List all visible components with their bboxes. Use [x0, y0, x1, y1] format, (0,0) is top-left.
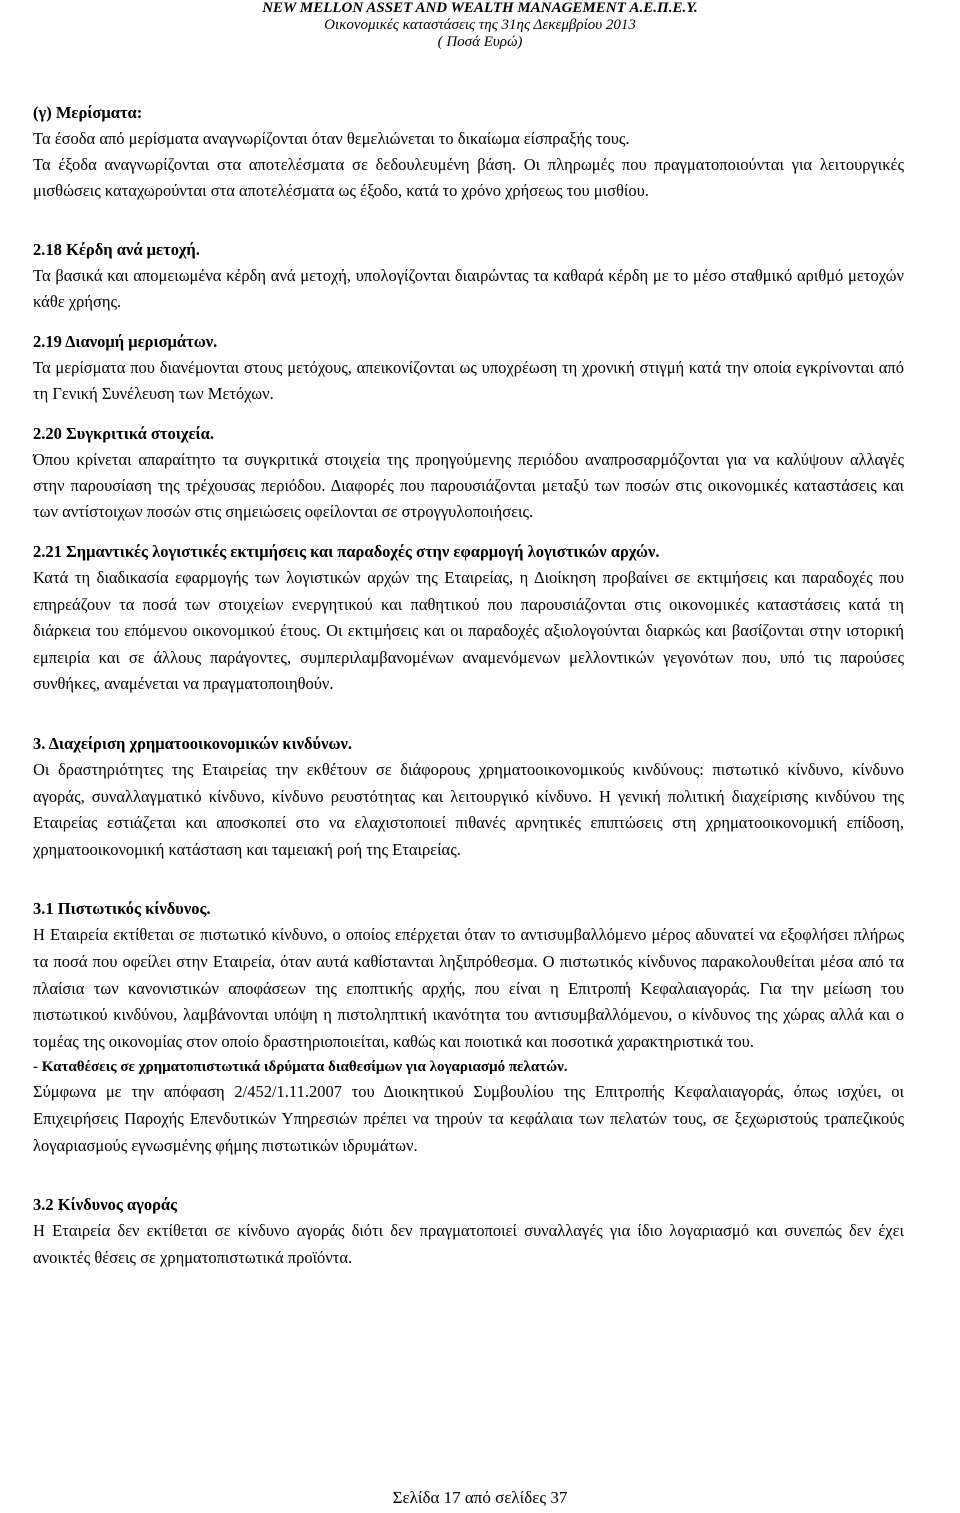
dividends-heading: (γ) Μερίσματα:: [33, 103, 143, 122]
credit-risk-heading: 3.1 Πιστωτικός κίνδυνος.: [33, 899, 211, 919]
expenses-text: Τα έξοδα αναγνωρίζονται στα αποτελέσματα σε δεδουλευμένη βάση. Οι πληρωμές που πραγματοποιούνται για λειτουργικές μισθώσεις καταχωρούνται στα αποτελέσματα ως έξοδο, κατά το χρόνο χρήσεως του μισθίου.: [33, 155, 904, 200]
client-deposits-subheading: - Καταθέσεις σε χρηματοπιστωτικά ιδρύματα διαθεσίμων για λογαριασμό πελατών.: [33, 1059, 568, 1076]
client-deposits-text: Σύμφωνα με την απόφαση 2/452/1.11.2007 του Διοικητικού Συμβουλίου της Επιτροπής Κεφαλαιαγοράς, όπως ισχύει, οι Επιχειρήσεις Παροχής Επενδυτικών Υπηρεσιών πρέπει να τηρούν τα κεφάλαια των πελατών τους, σε ξεχωριστούς τραπεζικούς λογαριασμούς εγνωσμένης φήμης πιστωτικών ιδρυμάτων.: [33, 1082, 904, 1155]
risk-management-text: Οι δραστηριότητες της Εταιρείας την εκθέτουν σε διάφορους χρηματοοικονομικούς κινδύνους: πιστωτικό κίνδυνο, κίνδυνο αγοράς, συναλλαγματικό κίνδυνο, κίνδυνο ρευστότητας και λειτουργικό κίνδυνο. Η γενική πολιτική διαχείρισης κινδύνου της Εταιρείας εστιάζεται και αποσκοπεί στο να ελαχιστοποιεί πιθανές αρνητικές επιπτώσεις στη χρηματοοικονομική επίδοση, χρηματοοικονομική κατάσταση και ταμειακή ροή της Εταιρείας.: [33, 759, 904, 859]
currency-note: ( Ποσά Ευρώ): [437, 34, 523, 50]
company-name: NEW MELLON ASSET AND WEALTH MANAGEMENT Α.Ε.Π.Ε.Υ.: [262, 0, 698, 16]
credit-risk-text: Η Εταιρεία εκτίθεται σε πιστωτικό κίνδυνο, ο οποίος επέρχεται όταν το αντισυμβαλλόμενο μέρος αδυνατεί να εξοφλήσει πλήρως τα ποσά που οφείλει στην Εταιρεία, όταν αυτά καθίστανται ληξιπρόθεσμα. Ο πιστωτικός κίνδυνος παρακολουθείται μέσα από τα πλαίσια των κανονιστικών αποφάσεων της εποπτικής αρχής, που είναι η Επιτροπή Κεφαλαιαγοράς. Για την μείωση του πιστωτικού κινδύνου, λαμβάνονται υπόψη η πιστοληπτική ικανότητα του αντισυμβαλλόμενου, ο κίνδυνος της χώρας αλλά και ο τομέας της οικονομίας στον οποίο δραστηριοποιείται, καθώς και ποιοτικά και ποσοτικά χαρακτηριστικά του.: [33, 925, 904, 1051]
comparatives-heading: 2.20 Συγκριτικά στοιχεία.: [33, 424, 214, 443]
estimates-heading: 2.21 Σημαντικές λογιστικές εκτιμήσεις και παραδοχές στην εφαρμογή λογιστικών αρχών.: [33, 542, 660, 561]
estimates-text: Κατά τη διαδικασία εφαρμογής των λογιστικών αρχών της Εταιρείας, η Διοίκηση προβαίνει σε εκτιμήσεις και παραδοχές που επηρεάζουν τα ποσά των στοιχείων ενεργητικού και παθητικού που παρουσιάζονται στις οικονομικές καταστάσεις κατά τη διάρκεια του επόμενου οικονομικού έτους. Οι εκτιμήσεις και οι παραδοχές αξιολογούνται διαρκώς και βασίζονται στην ιστορική εμπειρία και σε άλλους παράγοντες, συμπεριλαμβανομένων αναμενόμενων μελλοντικών γεγονότων που, υπό τις παρούσες συνθήκες, αναμένεται να πραγματοποιηθούν.: [33, 568, 904, 694]
comparatives-text: Όπου κρίνεται απαραίτητο τα συγκριτικά στοιχεία της προηγούμενης περιόδου αναπροσαρμόζονται για να καλύψουν αλλαγές στην παρουσίαση της τρέχουσας περιόδου. Διαφορές που παρουσιάζονται μεταξύ των ποσών στις οικονομικές καταστάσεις και των αντίστοιχων ποσών στις σημειώσεις οφείλονται σε στρογγυλοποιήσεις.: [33, 450, 904, 521]
page-header: [0, 0, 960, 51]
dividends-text: Τα έσοδα από μερίσματα αναγνωρίζονται όταν θεμελιώνεται το δικαίωμα είσπραξής τους.: [33, 129, 630, 148]
eps-heading: 2.18 Κέρδη ανά μετοχή.: [33, 240, 200, 259]
risk-management-heading: 3. Διαχείριση χρηματοοικονομικών κινδύνων.: [33, 733, 353, 753]
eps-text: Τα βασικά και απομειωμένα κέρδη ανά μετοχή, υπολογίζονται διαιρώντας τα καθαρά κέρδη με το μέσο σταθμικό αριθμό μετοχών κάθε χρήσης.: [33, 266, 904, 311]
statements-subtitle: Οικονομικές καταστάσεις της 31ης Δεκεμβρίου 2013: [324, 17, 636, 33]
dividend-distribution-heading: 2.19 Διανομή μερισμάτων.: [33, 332, 218, 351]
dividend-distribution-text: Τα μερίσματα που διανέμονται στους μετόχους, απεικονίζονται ως υποχρέωση τη χρονική στιγμή κατά την οποία εγκρίνονται από τη Γενική Συνέλευση των Μετόχων.: [33, 358, 904, 403]
page-number: Σελίδα 17 από σελίδες 37: [392, 1488, 568, 1507]
market-risk-text: Η Εταιρεία δεν εκτίθεται σε κίνδυνο αγοράς διότι δεν πραγματοποιεί συναλλαγές για ίδιο λογαριασμό και συνεπώς δεν έχει ανοικτές θέσεις σε χρηματοπιστωτικά προϊόντα.: [33, 1221, 904, 1267]
market-risk-heading: 3.2 Κίνδυνος αγοράς: [33, 1195, 178, 1215]
document-body: [33, 100, 904, 1271]
